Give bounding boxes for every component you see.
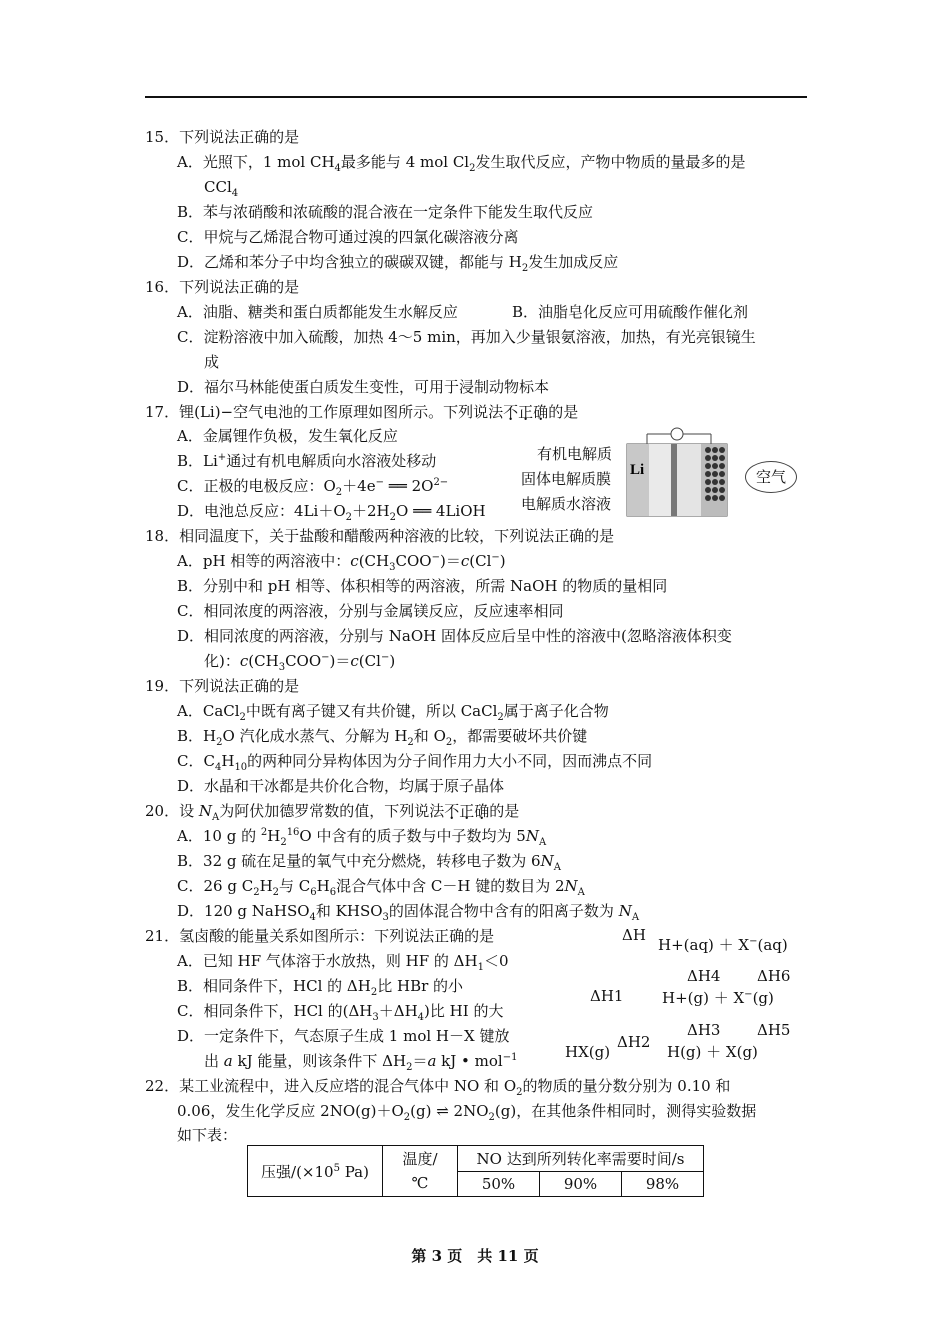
- q15-option-d: D．乙烯和苯分子中均含独立的碳碳双键，都能与 $H_2$发生加成反应: [177, 253, 619, 274]
- fig-label-air: 空气: [745, 461, 797, 493]
- energy-dh5: ΔH5: [757, 1021, 791, 1039]
- question-text: 下列说法正确的是: [179, 128, 300, 146]
- q16-option-d: D．福尔马林能使蛋白质发生变性，可用于浸制动物标本: [177, 378, 550, 396]
- q19-option-b: B．$H_2O$ 汽化成水蒸气、分解为 $H_2$和 $O_2$，都需要破坏共价键: [177, 727, 588, 748]
- q18-option-d: D．相同浓度的两溶液，分别与 NaOH 固体反应后呈中性的溶液中(忽略溶液体积变: [177, 627, 732, 645]
- q18-option-d-cont: 化)：$c(CH_3COO^-)=c(Cl^-)$: [204, 652, 396, 673]
- q15-option-a-cont: CCl$_4$: [204, 178, 239, 199]
- energy-aq-ions: H+(aq) ＋ X−(aq): [658, 936, 788, 954]
- q20-option-d: D．120 g NaHSO$_4$和 $KHSO_3$的固体混合物中含有的阳离子数为 $N_A$: [177, 902, 640, 923]
- q17-option-a: A．金属锂作负极，发生氧化反应: [177, 427, 398, 445]
- header-rule: [145, 96, 807, 98]
- q16-option-c-cont: 成: [204, 353, 220, 371]
- q17-stem: 17．锂(Li)−空气电池的工作原理如图所示。下列说法不正确的是: [145, 403, 579, 421]
- q15-option-b: B．苯与浓硝酸和浓硫酸的混合液在一定条件下能发生取代反应: [177, 203, 594, 221]
- table-header-50: 50%: [458, 1171, 540, 1197]
- energy-dh3: ΔH3: [687, 1021, 721, 1039]
- q19-option-d: D．水晶和干冰都是共价化合物，均属于原子晶体: [177, 777, 505, 795]
- q15-option-c: C．甲烷与乙烯混合物可通过溴的四氯化碳溶液分离: [177, 228, 519, 246]
- q22-stem: 22．某工业流程中，进入反应塔的混合气体中 NO 和 $O_2$的物质的量分数分别为 0.10 和: [145, 1077, 731, 1098]
- q21-option-a: A．已知 HF 气体溶于水放热，则 HF 的 $\Delta H_1<0$: [177, 952, 509, 973]
- table-header-time: NO 达到所列转化率需要时间/s: [458, 1146, 704, 1172]
- q21-option-c: C．相同条件下，HCl 的$(\Delta H_3+\Delta H_4)$比 HI 的大: [177, 1002, 504, 1023]
- data-table: [247, 1145, 704, 1197]
- energy-gas-atoms: H(g) ＋ X(g): [667, 1043, 758, 1061]
- question-number: 15．: [145, 128, 180, 146]
- q17-option-c: C．正极的电极反应：$O_2+4e^-$ ══ $2O^{2-}$: [177, 477, 449, 498]
- energy-dh4: ΔH4: [687, 967, 721, 985]
- q21-option-d-cont: 出 a kJ 能量，则该条件下 $\Delta H_2=a$ kJ • mol$^{-1}$: [204, 1052, 518, 1073]
- q16-stem: 16．下列说法正确的是: [145, 278, 300, 296]
- table-header-90: 90%: [540, 1171, 622, 1197]
- q20-option-a: A．10 g 的 $^2H_2^{16}O$ 中含有的质子数与中子数均为 $5N_A$: [177, 827, 547, 848]
- q22-stem-line2: 0.06，发生化学反应 $2NO(g)+O_2(g)$ ⇌ $2NO_2(g)$，在其他条件相同时，测得实验数据: [177, 1102, 757, 1123]
- table-header-98: 98%: [622, 1171, 704, 1197]
- q18-stem: 18．相同温度下，关于盐酸和醋酸两种溶液的比较，下列说法正确的是: [145, 527, 615, 545]
- table-header-temperature: 温度/ ℃: [383, 1146, 458, 1197]
- fig-label-solid-membrane: 固体电解质膜: [521, 470, 612, 488]
- fig-label-organic-electrolyte: 有机电解质: [537, 445, 613, 463]
- battery-diagram: [625, 422, 731, 520]
- energy-gas-ions: H+(g) ＋ X−(g): [662, 989, 774, 1007]
- q20-option-b: B．32 g 硫在足量的氧气中充分燃烧，转移电子数为 $6N_A$: [177, 852, 561, 873]
- q19-option-a: A．CaCl$_2$中既有离子键又有共价键，所以 CaCl$_2$属于离子化合物: [177, 702, 609, 723]
- q20-stem: 20．设 $N_A$为阿伏加德罗常数的值，下列说法不正确的是: [145, 802, 520, 823]
- q17-option-d: D．电池总反应：$4Li+O_2+2H_2O$ ══ 4LiOH: [177, 502, 486, 523]
- q15-option-a: A．光照下，1 mol $CH_4$最多能与 4 mol $Cl_2$发生取代反应，产物中物质的量最多的是: [177, 153, 746, 174]
- table-header-pressure: 压强$/(\times 10^5$ Pa): [248, 1146, 383, 1197]
- energy-dh: ΔH: [622, 926, 646, 944]
- q18-option-c: C．相同浓度的两溶液，分别与金属镁反应，反应速率相同: [177, 602, 564, 620]
- energy-hx-gas: HX(g): [565, 1043, 611, 1061]
- page-footer: 第 3 页 共 11 页: [411, 1247, 539, 1265]
- q17-option-b: B．Li+通过有机电解质向水溶液处移动: [177, 452, 437, 470]
- q18-option-b: B．分别中和 pH 相等、体积相等的两溶液，所需 NaOH 的物质的量相同: [177, 577, 668, 595]
- fig-label-aqueous-electrolyte: 电解质水溶液: [521, 495, 612, 513]
- q20-option-c: C．26 g $C_2H_2$与 $C_6H_6$混合气体中含 C－H 键的数目为 $2N_A$: [177, 877, 585, 898]
- q16-option-a: A．油脂、糖类和蛋白质都能发生水解反应: [177, 303, 458, 321]
- fig-label-li: Li: [630, 462, 645, 478]
- q19-option-c: C．$C_4H_{10}$的两种同分异构体因为分子间作用力大小不同，因而沸点不同: [177, 752, 653, 773]
- q21-option-d: D．一定条件下，气态原子生成 1 mol H－X 键放: [177, 1027, 510, 1045]
- q21-stem: 21．氢卤酸的能量关系如图所示：下列说法正确的是: [145, 927, 495, 945]
- q21-option-b: B．相同条件下，HCl 的 $\Delta H_2$比 HBr 的小: [177, 977, 464, 998]
- q16-option-b: B．油脂皂化反应可用硫酸作催化剂: [512, 303, 749, 321]
- q22-stem-line3: 如下表：: [177, 1126, 238, 1144]
- energy-dh1: ΔH1: [590, 987, 624, 1005]
- q15-stem: [145, 127, 299, 147]
- q18-option-a: A．pH 相等的两溶液中：$c(CH_3COO^-)=c(Cl^-)$: [177, 552, 506, 573]
- q16-option-c: C．淀粉溶液中加入硫酸，加热 4～5 min，再加入少量银氨溶液，加热，有光亮银镜生: [177, 328, 756, 346]
- energy-dh6: ΔH6: [757, 967, 791, 985]
- energy-dh2: ΔH2: [617, 1033, 651, 1051]
- q19-stem: 19．下列说法正确的是: [145, 677, 300, 695]
